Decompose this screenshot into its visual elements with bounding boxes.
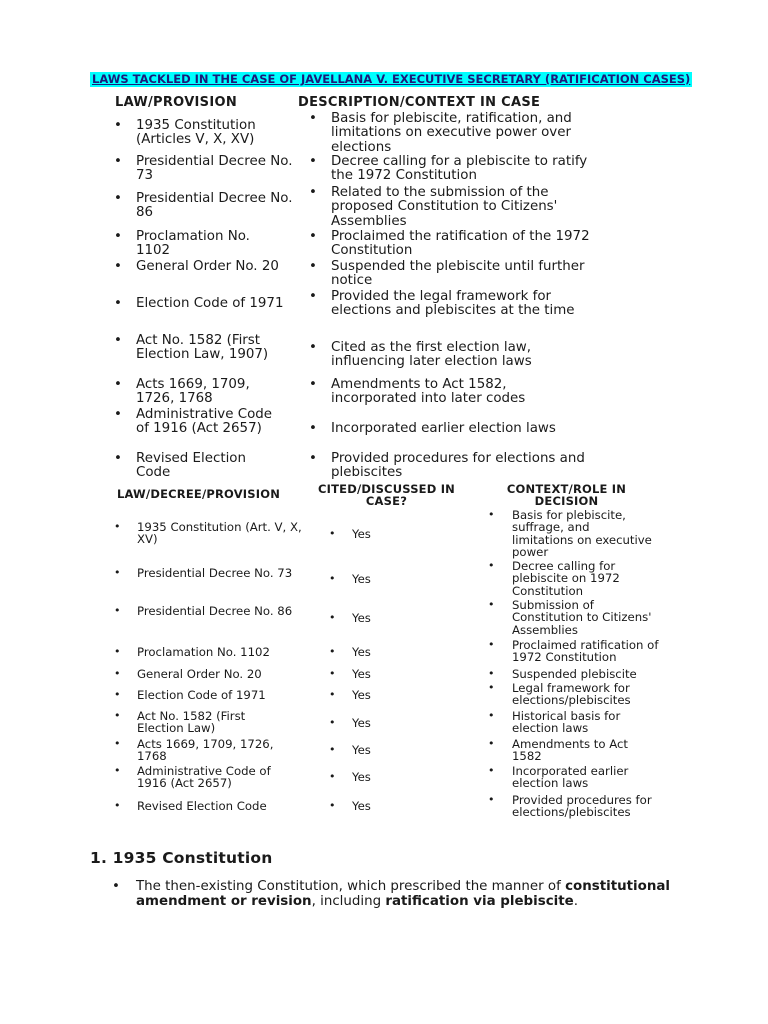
table-row-law: • Acts 1669, 1709, 1726, 1768 [114,377,250,407]
table-row-cited: • Yes [329,688,371,702]
table-row-description: • Provided the legal framework for elections and plebiscites at the time [309,289,575,319]
table-row-role: • Incorporated earlier election laws [488,764,629,791]
table-row-law: • General Order No. 20 [114,667,262,681]
column-header-law: LAW/PROVISION [115,95,238,110]
table-row-law: • Presidential Decree No. 86 [114,604,293,618]
table-row-law: • Election Code of 1971 [114,688,266,702]
table-row-description: • Incorporated earlier election laws [309,421,556,436]
section-heading: 1. 1935 Constitution [90,849,273,867]
table-row-description: • Decree calling for a plebiscite to ratify the 1972 Constitution [309,154,588,184]
table-row-law: • Presidential Decree No. 73 [114,566,293,580]
table-row-cited: • Yes [329,770,371,784]
table-row-cited: • Yes [329,611,371,625]
table-row-cited: • Yes [329,716,371,730]
table-row-law: • Revised Election Code [114,799,267,813]
table-row-description: • Provided procedures for elections and plebiscites [309,451,585,481]
table-row-cited: • Yes [329,667,371,681]
table-row-description: • Cited as the first election law, influencing later election laws [309,340,532,370]
section-bullet: • The then-existing Constitution, which prescribed the manner of constitutional amendment or revision, including ratification via plebiscite. [112,879,670,909]
table-row-law: • Acts 1669, 1709, 1726, 1768 [114,737,274,764]
table-row-role: • Submission of Constitution to Citizens' Assemblies [488,598,652,637]
table-row-cited: • Yes [329,645,371,659]
column-header-law-decree: LAW/DECREE/PROVISION [116,487,281,501]
table-row-law: • Election Code of 1971 [114,296,284,311]
table-row-role: • Proclaimed ratification of 1972 Constitution [488,638,659,665]
column-header-context: CONTEXT/ROLE IN DECISION [506,482,627,508]
table-row-description: • Amendments to Act 1582, incorporated into later codes [309,377,526,407]
table-row-description: • Basis for plebiscite, ratification, and limitations on executive power over elections [309,111,572,155]
table-row-law: • Presidential Decree No. 73 [114,154,293,184]
table-row-role: • Legal framework for elections/plebiscites [488,681,631,708]
table-row-role: • Basis for plebiscite, suffrage, and limitations on executive power [488,508,652,560]
table-row-cited: • Yes [329,799,371,813]
column-header-cited: CITED/DISCUSSED IN CASE? [317,482,455,508]
table-row-law: • Proclamation No. 1102 [114,229,250,259]
table-row-description: • Related to the submission of the proposed Constitution to Citizens' Assemblies [309,185,558,229]
table-row-description: • Suspended the plebiscite until further notice [309,259,585,289]
table-row-role: • Provided procedures for elections/plebiscites [488,793,652,820]
table-row-role: • Suspended plebiscite [488,667,637,681]
laws-table [0,0,768,490]
table-row-law: • Revised Election Code [114,451,246,481]
table-row-role: • Decree calling for plebiscite on 1972 Constitution [488,559,620,598]
table-row-cited: • Yes [329,743,371,757]
table-row-role: • Amendments to Act 1582 [488,737,629,764]
table-row-law: • Act No. 1582 (First Election Law) [114,709,246,736]
table-row-role: • Historical basis for election laws [488,709,621,736]
table-row-law: • Administrative Code of 1916 (Act 2657) [114,407,273,437]
table-row-cited: • Yes [329,572,371,586]
table-row-law: • 1935 Constitution (Articles V, X, XV) [114,118,256,148]
table-row-law: • Presidential Decree No. 86 [114,191,293,221]
table-row-law: • Administrative Code of 1916 (Act 2657) [114,764,271,791]
table-row-law: • 1935 Constitution (Art. V, X, XV) [114,520,302,547]
table-row-law: • Proclamation No. 1102 [114,645,270,659]
document-title: LAWS TACKLED IN THE CASE OF JAVELLANA V. EXECUTIVE SECRETARY (RATIFICATION CASES) [92,72,691,86]
table-row-law: • General Order No. 20 [114,259,279,274]
table-row-cited: • Yes [329,527,371,541]
table-row-law: • Act No. 1582 (First Election Law, 1907) [114,333,269,363]
table-row-description: • Proclaimed the ratification of the 1972 Constitution [309,229,590,259]
column-header-description: DESCRIPTION/CONTEXT IN CASE [298,95,541,110]
